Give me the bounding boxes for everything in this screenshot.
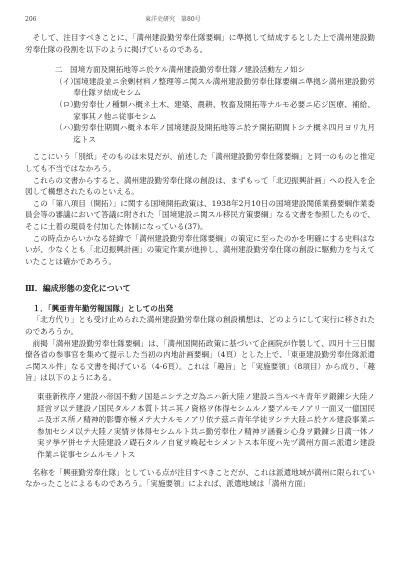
quoted-regulation-item [55,99,375,122]
item-marker: （ロ） [55,99,78,109]
subsection-heading: １．「興亜青年勤労報国隊」としての出発 [32,303,174,313]
running-header [25,14,375,25]
body-paragraph: この「第八項目（開拓）」に関する国境開拓政策は、1938年2月10日の国境建設関係業務要綱作業委員会等の審議において答議に附された「国境建設ニ関スル移民方策要綱」なる文書を参照したもので、そこに土着の現員を付加した体制になっている(37)。 [25,198,375,231]
body-paragraph: この時点からいかなる経緯で「満州建設勤労奉仕隊要綱」の策定に至ったのかを明確にする史料はないが、少なくとも「北辺振興計画」の策定作業が進捗し、満州建設勤労奉仕隊の創設に駆動力を与えていたことは確かであろう。 [25,233,375,266]
quoted-regulation-item [55,122,375,145]
quoted-regulation-heading: 二 国境方面及開拓地等ニ於ケル満州建設勤労奉仕隊ノ建設活動左ノ如シ [55,65,306,75]
quoted-purpose-block: 東亜新秩序ノ建設ハ帝国不動ノ国是ニシテ之ガ為ニハ新大陸ノ建設ニ当ルベキ青年ヲ鍛錬シ大陸ノ経営ヲ以テ建設ノ国民タルノ本質ト共ニ其ノ資格ヲ体得セシムルノ要アルモノアリ一面又一億国民ニ及ボス所ノ精神的影響亦極メテ大ナルモノアリ依テ茲ニ青年学徒ヲシテ大陸ニ於ケル建設事業ニ参加セシメ以テ大陸ノ実情ヲ体得セシムルト共ニ勤労奉仕ノ精神ヲ涵養シ心身ヲ鍛錬シ日満一体ノ実ヲ挙ゲ併セテ大陸建設ノ礎石タルノ自覚ヲ喚起セシメントス本年度ハ先ヅ満州方面ニ派遣シ建設作業ニ従事セシムルモノトス [37,392,375,459]
quoted-regulation-item [55,76,375,99]
body-paragraph: 「北方代り」とも受け止められた満州建設勤労奉仕隊の創設構想は、どのようにして実行に移されたのであろうか。 [25,315,375,337]
item-marker: （イ） [55,76,78,86]
intro-paragraph: そして、注目すべきことに、「満州建設勤労奉仕隊要綱」に準拠して結成するとした上で満州建設勤労奉仕隊の役割を以下のように掲げているのである。 [25,33,375,54]
quoted-regulation-block [55,64,375,145]
body-paragraph: 名称を「興亜勤労奉仕隊」としている点が注目すべきことだが、これは派遣地域が満州に限られていなかったことによるものであろう。「実施要領」によれば、派遣地域は「満州方面」 [25,467,375,489]
item-text: 勤労奉仕期間ハ概ネ本年ノ国境建設及開拓地等ニ於テ開拓期間トシテ概ネ四月ヨリ九月迄トス [73,123,375,144]
item-text: 国境建設並ニ余剰材料ノ整理等ニ関スル満州建設勤労奉仕隊要綱ニ準拠シ満州建設勤労奉仕隊ヲ結成セシム [73,76,375,98]
body-paragraph: 前掲「満州建設勤労奉仕隊要綱」は、「満州国開拓政策に基づいて企画院が作製して、四月十三日閣僚各省の参事官を集めて提示した当初の内地計画要綱」（4頁）とした上で、「東亜建設勤労奉仕隊派遣ニ関スル件」なる文書を掲げている（4-6頁）。これは「趣旨」と「実施要領」（8項目）から成り、「趣旨」は以下のようにある。 [25,338,375,383]
running-title: 東洋史研究 第80号 [145,16,201,23]
page-number: 206 [25,16,37,23]
body-paragraph: ここにいう「別紙」そのものは未見だが、前述した「満州建設勤労奉仕隊要綱」と同一のものと推定しても不当ではなかろう。 [25,152,375,173]
item-text: 勤労奉仕ノ種類ハ概ネ土木、建築、農耕、牧畜及開拓等ナルモ必要ニ応ジ医療、補給、家事其ノ他ニ従事セシム [73,99,375,121]
item-marker: （ハ） [55,123,78,133]
section-heading: Ⅲ．編成形態の変化について [25,283,131,294]
body-paragraph: これらの文書からすると、満州建設勤労奉仕隊の創設は、まずもって「北辺振興計画」への投入を企図して構想されたものといえる。 [25,175,375,197]
